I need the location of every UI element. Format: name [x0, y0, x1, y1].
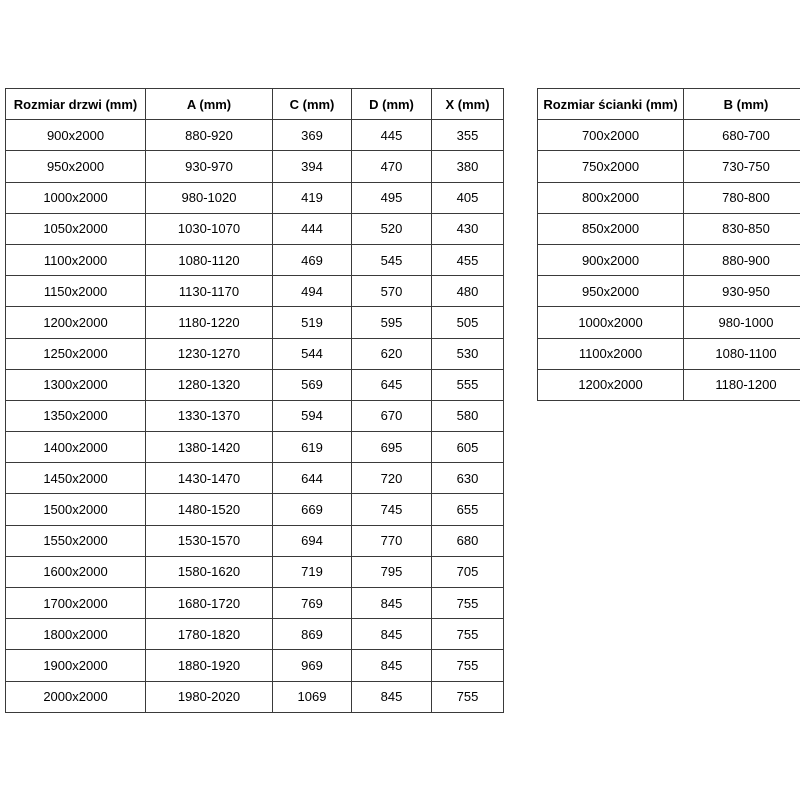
table-cell: 419	[273, 182, 352, 213]
table-cell: 1230-1270	[146, 338, 273, 369]
table-cell: 355	[432, 120, 504, 151]
table-cell: 570	[352, 276, 432, 307]
table-cell: 880-900	[684, 244, 800, 275]
table-cell: 1200x2000	[538, 369, 684, 400]
table-cell: 880-920	[146, 120, 273, 151]
table-cell: 1600x2000	[6, 556, 146, 587]
table-row	[6, 681, 504, 712]
table-cell: 845	[352, 650, 432, 681]
table-cell: 1380-1420	[146, 432, 273, 463]
table-row	[538, 369, 800, 400]
table-cell: 1580-1620	[146, 556, 273, 587]
table-cell: 380	[432, 151, 504, 182]
table-cell: 1780-1820	[146, 619, 273, 650]
table-cell: 1980-2020	[146, 681, 273, 712]
table-cell: 430	[432, 213, 504, 244]
table-cell: 594	[273, 400, 352, 431]
table-cell: 595	[352, 307, 432, 338]
column-header: Rozmiar ścianki (mm)	[538, 89, 684, 120]
table-row	[538, 151, 800, 182]
table-cell: 645	[352, 369, 432, 400]
table-row	[6, 619, 504, 650]
table-row	[6, 369, 504, 400]
column-header: B (mm)	[684, 89, 800, 120]
table-cell: 1480-1520	[146, 494, 273, 525]
table-cell: 669	[273, 494, 352, 525]
table-row	[6, 556, 504, 587]
table-cell: 1450x2000	[6, 463, 146, 494]
table-cell: 1030-1070	[146, 213, 273, 244]
table-cell: 530	[432, 338, 504, 369]
table-cell: 555	[432, 369, 504, 400]
table-cell: 800x2000	[538, 182, 684, 213]
table-cell: 1080-1100	[684, 338, 800, 369]
table-cell: 495	[352, 182, 432, 213]
table-cell: 605	[432, 432, 504, 463]
column-header: Rozmiar drzwi (mm)	[6, 89, 146, 120]
table-cell: 1100x2000	[6, 244, 146, 275]
table-cell: 720	[352, 463, 432, 494]
table-cell: 545	[352, 244, 432, 275]
table-row	[538, 213, 800, 244]
table-cell: 680-700	[684, 120, 800, 151]
table-row	[6, 151, 504, 182]
table-row	[6, 307, 504, 338]
table-cell: 1069	[273, 681, 352, 712]
table-cell: 519	[273, 307, 352, 338]
table-cell: 850x2000	[538, 213, 684, 244]
table-cell: 620	[352, 338, 432, 369]
table-row	[538, 338, 800, 369]
header-row	[6, 89, 504, 120]
table-cell: 1250x2000	[6, 338, 146, 369]
table-cell: 930-950	[684, 276, 800, 307]
table-cell: 845	[352, 588, 432, 619]
table-cell: 630	[432, 463, 504, 494]
table-cell: 1680-1720	[146, 588, 273, 619]
table-cell: 2000x2000	[6, 681, 146, 712]
table-cell: 980-1020	[146, 182, 273, 213]
table-cell: 1200x2000	[6, 307, 146, 338]
table-row	[538, 120, 800, 151]
table-cell: 470	[352, 151, 432, 182]
table-cell: 1100x2000	[538, 338, 684, 369]
table-cell: 1900x2000	[6, 650, 146, 681]
table-cell: 1130-1170	[146, 276, 273, 307]
table-cell: 1500x2000	[6, 494, 146, 525]
column-header: X (mm)	[432, 89, 504, 120]
table-row	[6, 525, 504, 556]
table-row	[538, 276, 800, 307]
table-cell: 1530-1570	[146, 525, 273, 556]
table-cell: 755	[432, 650, 504, 681]
table-row	[538, 307, 800, 338]
table-row	[6, 432, 504, 463]
table-cell: 845	[352, 619, 432, 650]
table-row	[6, 182, 504, 213]
table-cell: 569	[273, 369, 352, 400]
table-cell: 769	[273, 588, 352, 619]
table-cell: 1000x2000	[6, 182, 146, 213]
table-cell: 1880-1920	[146, 650, 273, 681]
table-cell: 1280-1320	[146, 369, 273, 400]
table-cell: 730-750	[684, 151, 800, 182]
table-row	[6, 588, 504, 619]
column-header: D (mm)	[352, 89, 432, 120]
column-header: A (mm)	[146, 89, 273, 120]
table-cell: 969	[273, 650, 352, 681]
table-cell: 644	[273, 463, 352, 494]
table-cell: 1430-1470	[146, 463, 273, 494]
table-cell: 950x2000	[538, 276, 684, 307]
table-cell: 755	[432, 619, 504, 650]
table-cell: 1550x2000	[6, 525, 146, 556]
table-cell: 845	[352, 681, 432, 712]
table-cell: 580	[432, 400, 504, 431]
table-cell: 755	[432, 681, 504, 712]
table-cell: 369	[273, 120, 352, 151]
table-cell: 1050x2000	[6, 213, 146, 244]
table-cell: 900x2000	[538, 244, 684, 275]
table-cell: 694	[273, 525, 352, 556]
table-cell: 719	[273, 556, 352, 587]
table-cell: 405	[432, 182, 504, 213]
table-cell: 445	[352, 120, 432, 151]
table-cell: 750x2000	[538, 151, 684, 182]
table-cell: 1700x2000	[6, 588, 146, 619]
header-row	[538, 89, 800, 120]
table-cell: 670	[352, 400, 432, 431]
table-cell: 1300x2000	[6, 369, 146, 400]
table-cell: 394	[273, 151, 352, 182]
table-cell: 1180-1200	[684, 369, 800, 400]
table-cell: 980-1000	[684, 307, 800, 338]
table-cell: 520	[352, 213, 432, 244]
table-cell: 900x2000	[6, 120, 146, 151]
table-cell: 494	[273, 276, 352, 307]
table-cell: 705	[432, 556, 504, 587]
table-cell: 680	[432, 525, 504, 556]
table-row	[6, 463, 504, 494]
table-row	[6, 400, 504, 431]
table-row	[6, 213, 504, 244]
table-cell: 1330-1370	[146, 400, 273, 431]
table-cell: 455	[432, 244, 504, 275]
table-cell: 444	[273, 213, 352, 244]
table-cell: 1800x2000	[6, 619, 146, 650]
table-cell: 700x2000	[538, 120, 684, 151]
table-cell: 1180-1220	[146, 307, 273, 338]
table-cell: 869	[273, 619, 352, 650]
table-cell: 770	[352, 525, 432, 556]
table-row	[6, 494, 504, 525]
table-cell: 1350x2000	[6, 400, 146, 431]
table-cell: 469	[273, 244, 352, 275]
table-cell: 1150x2000	[6, 276, 146, 307]
table-cell: 830-850	[684, 213, 800, 244]
table-cell: 655	[432, 494, 504, 525]
table-cell: 1400x2000	[6, 432, 146, 463]
table-cell: 619	[273, 432, 352, 463]
table-row	[6, 244, 504, 275]
table-cell: 544	[273, 338, 352, 369]
table-cell: 1080-1120	[146, 244, 273, 275]
table-cell: 795	[352, 556, 432, 587]
door-size-table	[5, 88, 504, 713]
table-cell: 1000x2000	[538, 307, 684, 338]
table-cell: 950x2000	[6, 151, 146, 182]
column-header: C (mm)	[273, 89, 352, 120]
table-row	[538, 244, 800, 275]
table-cell: 505	[432, 307, 504, 338]
table-cell: 755	[432, 588, 504, 619]
table-cell: 930-970	[146, 151, 273, 182]
table-row	[538, 182, 800, 213]
table-cell: 745	[352, 494, 432, 525]
table-cell: 480	[432, 276, 504, 307]
table-row	[6, 276, 504, 307]
table-cell: 780-800	[684, 182, 800, 213]
table-row	[6, 338, 504, 369]
table-cell: 695	[352, 432, 432, 463]
table-row	[6, 650, 504, 681]
table-row	[6, 120, 504, 151]
wall-size-table	[537, 88, 800, 401]
